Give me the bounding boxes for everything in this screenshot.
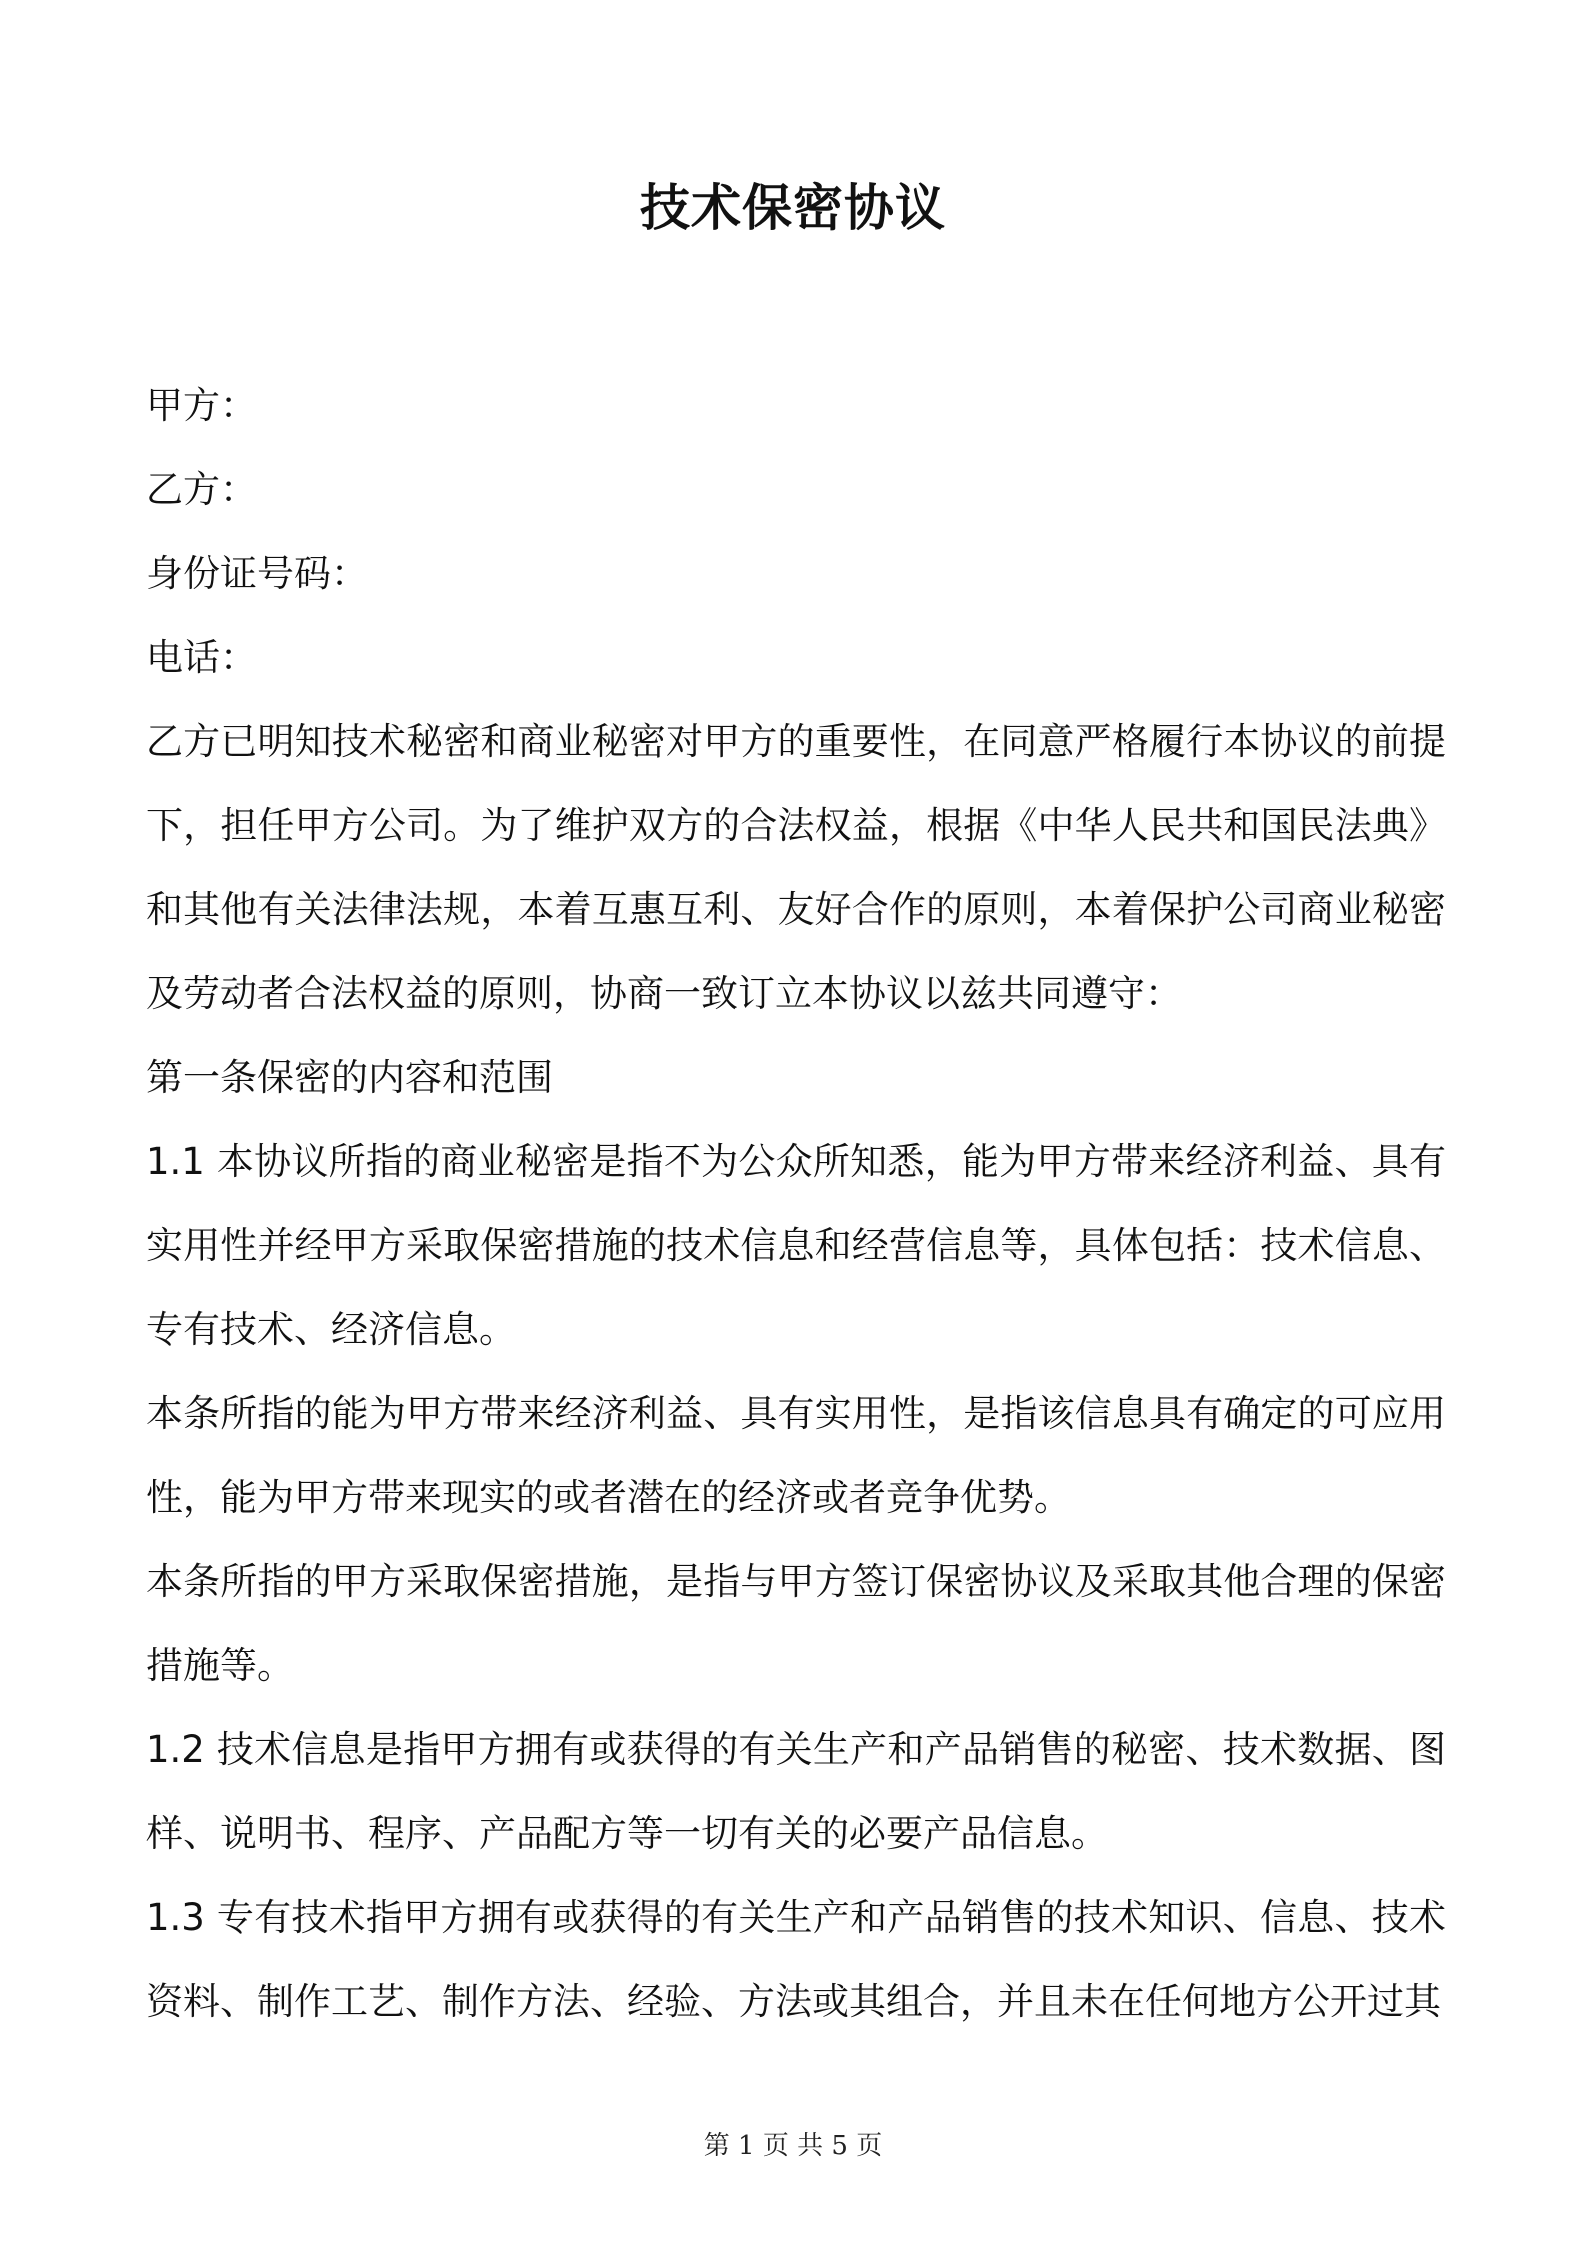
- clause-1-1-note-b: 本条所指的甲方采取保密措施，是指与甲方签订保密协议及采取其他合理的保密措施等。: [146, 1560, 1446, 1687]
- field-id-number: 身份证号码：: [146, 552, 368, 595]
- field-party-b: 乙方：: [146, 468, 257, 511]
- clause-1-3: 1.3 专有技术指甲方拥有或获得的有关生产和产品销售的技术知识、信息、技术资料、制作工艺、制作方法、经验、方法或其组合，并且未在任何地方公开过其: [146, 1896, 1446, 2023]
- document-body: [146, 364, 1446, 2044]
- clause-1-2: 1.2 技术信息是指甲方拥有或获得的有关生产和产品销售的秘密、技术数据、图样、说明书、程序、产品配方等一切有关的必要产品信息。: [146, 1728, 1446, 1855]
- preamble-paragraph: 乙方已明知技术秘密和商业秘密对甲方的重要性，在同意严格履行本协议的前提下，担任甲方公司。为了维护双方的合法权益，根据《中华人民共和国民法典》和其他有关法律法规，本着互惠互利、友好合作的原则，本着保护公司商业秘密及劳动者合法权益的原则，协商一致订立本协议以兹共同遵守：: [146, 720, 1446, 1015]
- clause-1-1-note-a: 本条所指的能为甲方带来经济利益、具有实用性，是指该信息具有确定的可应用性，能为甲方带来现实的或者潜在的经济或者竞争优势。: [146, 1392, 1446, 1519]
- article-1-heading: 第一条保密的内容和范围: [146, 1056, 553, 1099]
- clause-1-1: 1.1 本协议所指的商业秘密是指不为公众所知悉，能为甲方带来经济利益、具有实用性并经甲方采取保密措施的技术信息和经营信息等，具体包括：技术信息、专有技术、经济信息。: [146, 1140, 1446, 1351]
- document-title: 技术保密协议: [640, 179, 946, 237]
- field-phone: 电话：: [146, 636, 257, 679]
- page-footer: 第 1 页 共 5 页: [703, 2131, 883, 2161]
- field-party-a: 甲方：: [146, 384, 257, 427]
